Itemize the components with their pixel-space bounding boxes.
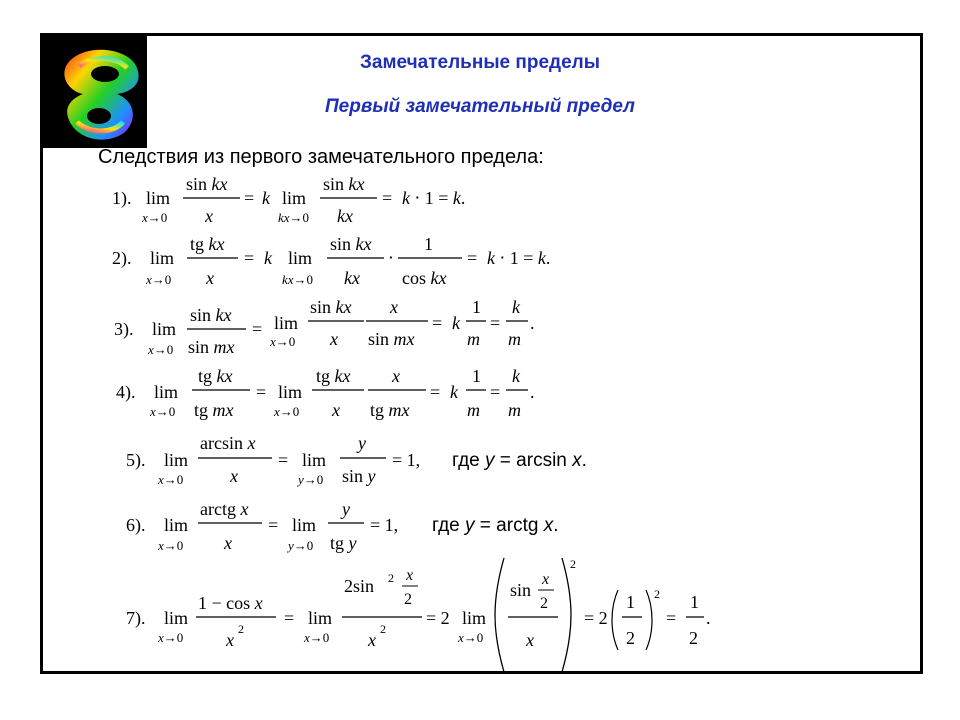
- svg-text:2: 2: [626, 628, 635, 648]
- svg-text:lim: lim: [146, 188, 171, 208]
- svg-text:2: 2: [380, 622, 386, 636]
- svg-text:2: 2: [404, 591, 412, 608]
- svg-text:=: =: [244, 188, 255, 208]
- svg-text:k: k: [264, 248, 272, 268]
- svg-text:= 1,: = 1,: [370, 515, 399, 535]
- svg-text:4).: 4).: [116, 382, 136, 402]
- svg-text:x: x: [526, 630, 534, 650]
- svg-text:x→0: x→0: [304, 630, 330, 645]
- formula-2: [112, 234, 550, 288]
- svg-text:sin mx: sin mx: [188, 337, 235, 357]
- svg-text:lim: lim: [282, 188, 307, 208]
- svg-text:k ⋅ 1 = k.: k ⋅ 1 = k.: [487, 248, 551, 268]
- svg-text:x→0: x→0: [158, 630, 184, 645]
- note-5-prefix: где: [452, 450, 486, 471]
- svg-text:1: 1: [472, 297, 481, 317]
- svg-text:lim: lim: [152, 319, 177, 339]
- svg-text:k: k: [450, 382, 458, 402]
- svg-text:lim: lim: [164, 515, 189, 535]
- svg-text:k: k: [452, 313, 460, 333]
- svg-text:kx: kx: [344, 268, 360, 288]
- formula-5: [126, 433, 420, 487]
- svg-text:sin: sin: [510, 580, 532, 600]
- svg-text:sin kx: sin kx: [323, 174, 365, 194]
- svg-text:=: =: [256, 382, 267, 402]
- svg-text:2).: 2).: [112, 248, 132, 268]
- svg-text:3).: 3).: [114, 319, 134, 339]
- svg-text:lim: lim: [302, 450, 327, 470]
- slide-subtitle: Первый замечательный предел: [325, 96, 635, 117]
- svg-text:m: m: [508, 400, 521, 420]
- svg-text:y: y: [358, 433, 366, 453]
- svg-text:=: =: [382, 188, 393, 208]
- formula-1: [112, 174, 465, 226]
- svg-text:sin kx: sin kx: [330, 234, 372, 254]
- svg-text:=: =: [666, 608, 677, 628]
- svg-text:x: x: [226, 630, 234, 650]
- svg-text:=: =: [252, 319, 263, 339]
- svg-text:2: 2: [570, 557, 576, 571]
- svg-text:=: =: [490, 313, 501, 333]
- svg-text:1 − cos x: 1 − cos x: [198, 593, 263, 613]
- svg-text:arctg x: arctg x: [200, 499, 249, 519]
- svg-text:x: x: [230, 466, 238, 486]
- svg-text:6).: 6).: [126, 515, 146, 535]
- note-6-prefix: где: [432, 515, 466, 536]
- note-6-suffix: = arctg: [474, 515, 544, 536]
- svg-text:tg mx: tg mx: [194, 400, 234, 420]
- svg-text:x→0: x→0: [148, 342, 174, 357]
- svg-text:kx→0: kx→0: [282, 272, 314, 287]
- svg-text:sin mx: sin mx: [368, 329, 415, 349]
- formula-3: [114, 297, 535, 357]
- svg-text:arcsin x: arcsin x: [200, 433, 256, 453]
- svg-text:1).: 1).: [112, 188, 132, 208]
- svg-text:7).: 7).: [126, 608, 146, 628]
- svg-text:=: =: [284, 608, 295, 628]
- svg-text:x→0: x→0: [142, 210, 168, 225]
- svg-text:kx→0: kx→0: [278, 210, 310, 225]
- svg-text:x→0: x→0: [158, 472, 184, 487]
- svg-text:m: m: [508, 329, 521, 349]
- svg-text:=: =: [430, 382, 441, 402]
- svg-text:=: =: [244, 248, 255, 268]
- svg-text:x→0: x→0: [158, 538, 184, 553]
- svg-text:x: x: [392, 366, 400, 386]
- slide-title: Замечательные пределы: [360, 52, 600, 73]
- svg-text:x→0: x→0: [150, 404, 176, 419]
- svg-text:tg kx: tg kx: [190, 234, 225, 254]
- svg-text:x: x: [332, 400, 340, 420]
- svg-text:⋅: ⋅: [388, 248, 394, 268]
- svg-text:= 2: = 2: [584, 608, 608, 628]
- svg-text:x: x: [205, 206, 213, 226]
- svg-text:tg mx: tg mx: [370, 400, 410, 420]
- svg-text:1: 1: [690, 592, 699, 612]
- svg-text:lim: lim: [164, 608, 189, 628]
- svg-text:y: y: [342, 499, 350, 519]
- note-5-suffix: = arcsin: [494, 450, 573, 471]
- svg-text:lim: lim: [274, 313, 299, 333]
- note-6: [432, 515, 558, 537]
- svg-text:k: k: [512, 297, 520, 317]
- svg-text:= 2: = 2: [426, 608, 450, 628]
- svg-text:x: x: [542, 571, 550, 588]
- svg-text:m: m: [467, 329, 480, 349]
- svg-text:lim: lim: [154, 382, 179, 402]
- svg-text:=: =: [268, 515, 279, 535]
- svg-text:2: 2: [238, 622, 244, 636]
- svg-text:2: 2: [689, 628, 698, 648]
- svg-text:x→0: x→0: [458, 630, 484, 645]
- formula-6: [126, 499, 398, 553]
- formula-4: [116, 366, 535, 420]
- note-5-end: .: [581, 450, 587, 471]
- svg-text:2sin: 2sin: [344, 576, 375, 596]
- svg-text:x: x: [224, 533, 232, 553]
- note-5-x: x: [572, 450, 582, 471]
- svg-text:sin kx: sin kx: [190, 305, 232, 325]
- svg-text:x: x: [406, 567, 414, 584]
- svg-text:.: .: [530, 313, 535, 333]
- svg-text:x→0: x→0: [270, 334, 296, 349]
- svg-text:tg kx: tg kx: [198, 366, 233, 386]
- svg-text:k ⋅ 1 = k.: k ⋅ 1 = k.: [402, 188, 466, 208]
- svg-text:x: x: [390, 297, 398, 317]
- note-5-var: y: [485, 450, 495, 471]
- svg-text:k: k: [512, 366, 520, 386]
- svg-text:x: x: [368, 630, 376, 650]
- note-6-x: x: [543, 515, 554, 536]
- svg-text:= 1,: = 1,: [392, 450, 421, 470]
- note-6-var: y: [465, 515, 475, 536]
- note-5: [452, 450, 587, 472]
- svg-text:x: x: [206, 268, 214, 288]
- svg-text:cos kx: cos kx: [402, 268, 447, 288]
- svg-text:kx: kx: [337, 206, 353, 226]
- svg-text:1: 1: [424, 234, 433, 254]
- svg-text:m: m: [467, 400, 480, 420]
- svg-text:lim: lim: [150, 248, 175, 268]
- svg-text:5).: 5).: [126, 450, 146, 470]
- svg-text:lim: lim: [292, 515, 317, 535]
- svg-text:tg y: tg y: [330, 533, 357, 553]
- note-6-end: .: [553, 515, 559, 536]
- svg-text:tg kx: tg kx: [316, 366, 351, 386]
- svg-text:y→0: y→0: [288, 538, 314, 553]
- svg-text:=: =: [278, 450, 289, 470]
- svg-text:lim: lim: [308, 608, 333, 628]
- svg-text:1: 1: [626, 592, 635, 612]
- svg-text:k: k: [262, 188, 270, 208]
- svg-text:sin kx: sin kx: [186, 174, 228, 194]
- svg-text:=: =: [490, 382, 501, 402]
- svg-text:sin y: sin y: [342, 466, 376, 486]
- svg-text:2: 2: [540, 595, 548, 612]
- svg-text:x→0: x→0: [146, 272, 172, 287]
- section-heading: Следствия из первого замечательного предела:: [98, 146, 544, 168]
- svg-text:2: 2: [388, 571, 394, 585]
- svg-text:=: =: [432, 313, 443, 333]
- svg-text:lim: lim: [164, 450, 189, 470]
- svg-text:2: 2: [654, 587, 660, 601]
- svg-text:lim: lim: [278, 382, 303, 402]
- svg-text:=: =: [467, 248, 478, 268]
- svg-text:x→0: x→0: [274, 404, 300, 419]
- svg-text:1: 1: [472, 366, 481, 386]
- svg-text:sin kx: sin kx: [310, 297, 352, 317]
- svg-text:.: .: [530, 382, 535, 402]
- formula-7: [126, 557, 711, 672]
- svg-text:.: .: [706, 608, 711, 628]
- svg-text:y→0: y→0: [298, 472, 324, 487]
- svg-text:x: x: [330, 329, 338, 349]
- svg-text:lim: lim: [288, 248, 313, 268]
- svg-text:lim: lim: [462, 608, 487, 628]
